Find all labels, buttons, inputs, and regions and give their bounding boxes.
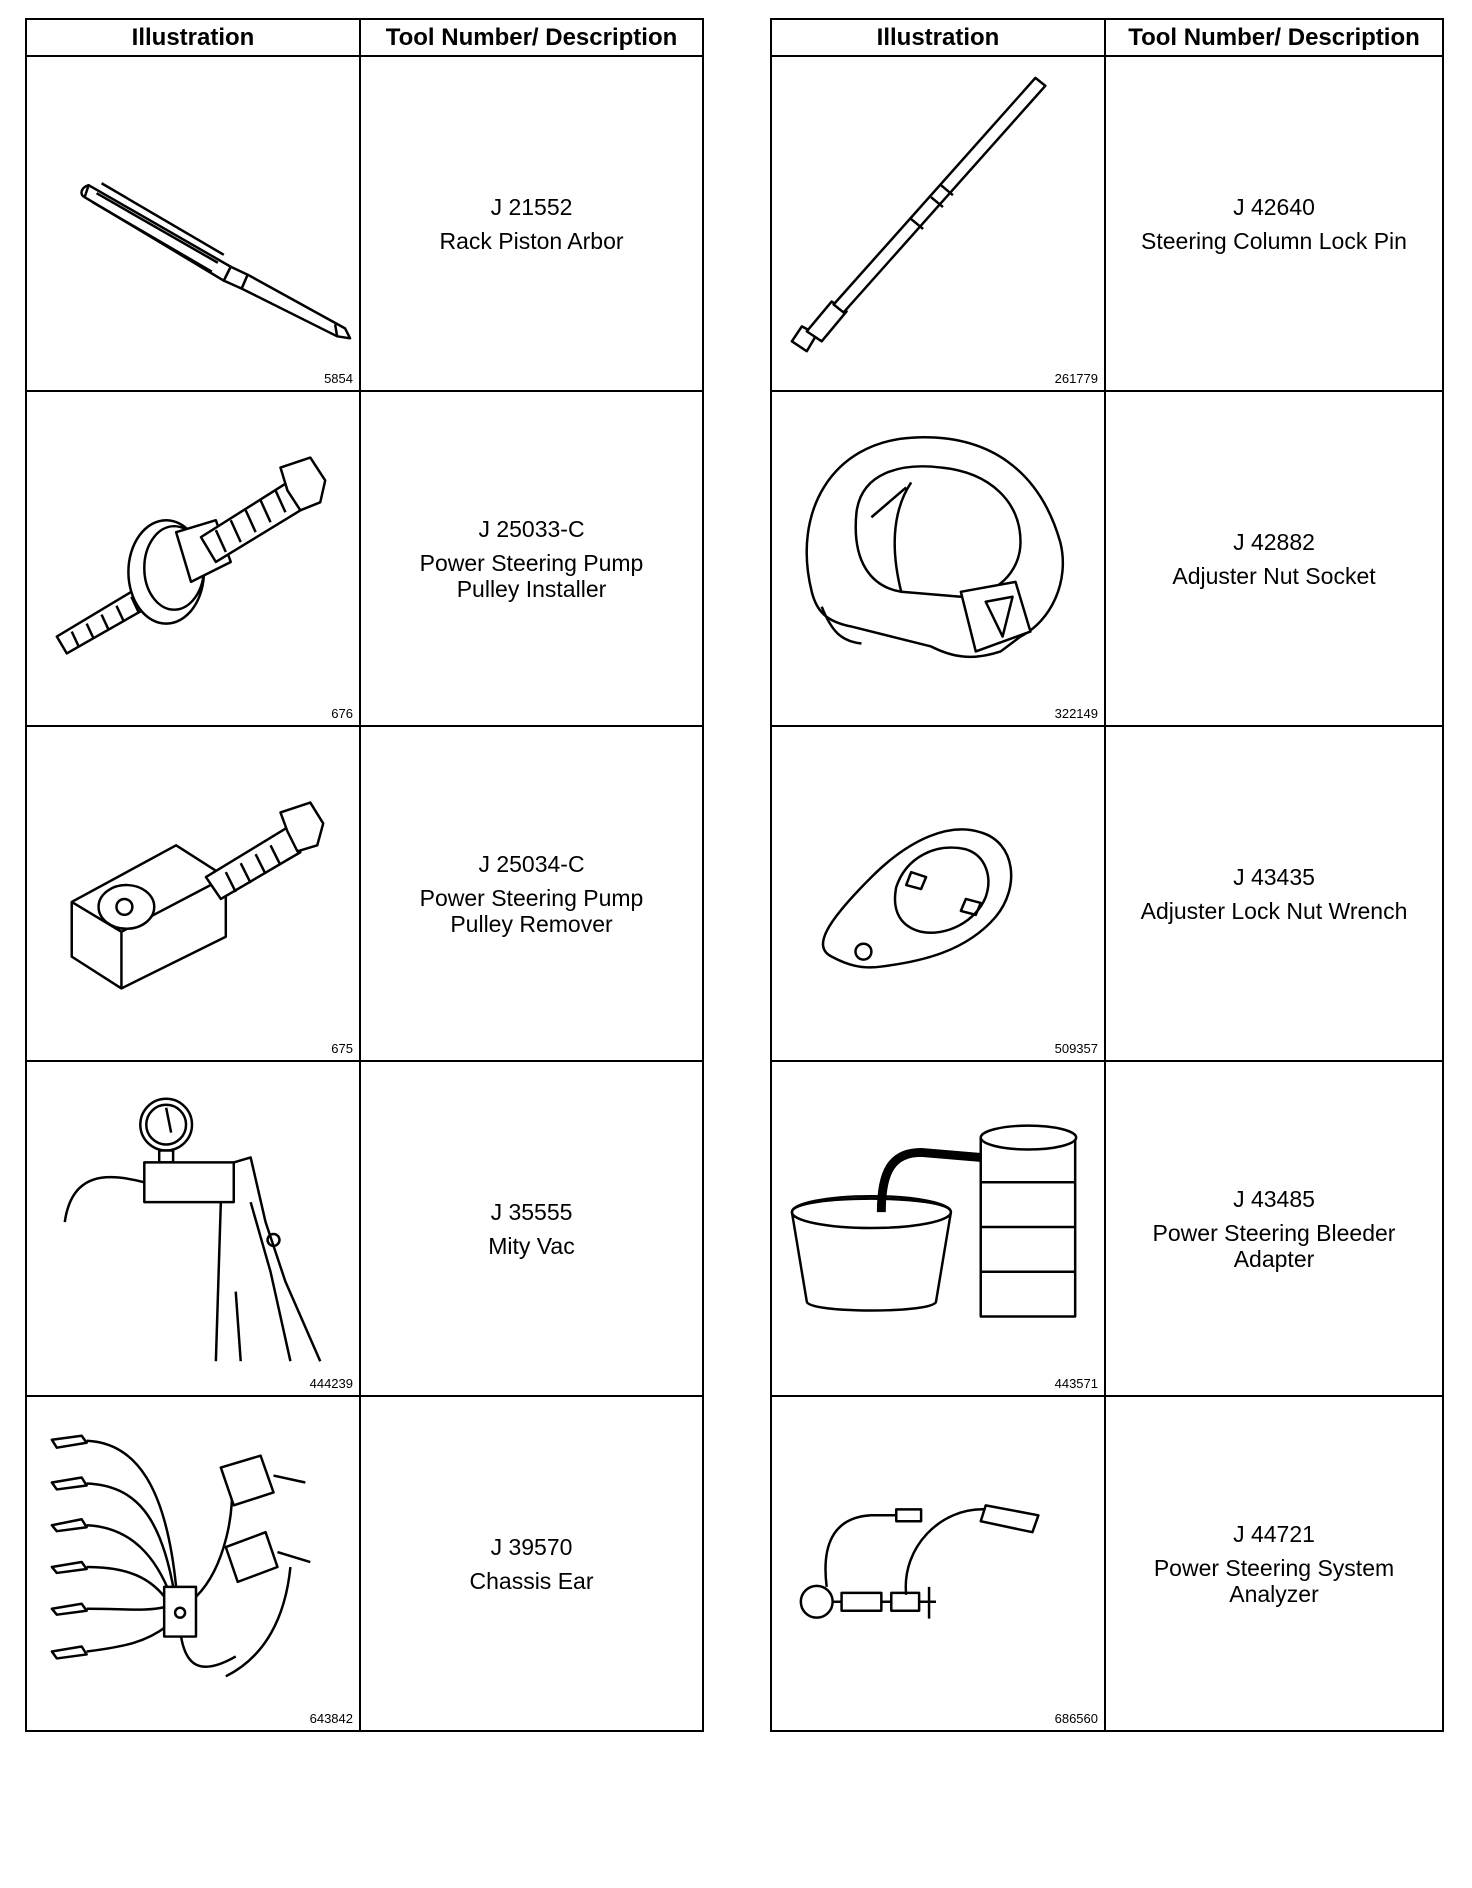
description-cell: [1105, 726, 1443, 1061]
header-tool-description: Tool Number/ Description: [1105, 19, 1443, 56]
illustration-cell: [26, 1061, 360, 1396]
pulley-remover-icon: [27, 727, 359, 1060]
table-row: [26, 726, 703, 1061]
description-cell: [1105, 56, 1443, 391]
pulley-installer-icon: [27, 392, 359, 725]
lock-pin-icon: [772, 57, 1104, 390]
table-row: [771, 56, 1443, 391]
illustration-cell: [26, 1396, 360, 1731]
table-row: [26, 56, 703, 391]
tool-number: J 25033-C: [478, 515, 585, 542]
description-cell: [360, 1061, 703, 1396]
illustration-cell: [771, 391, 1105, 726]
tool-table-right: [770, 18, 1444, 1732]
figure-number: 322149: [1054, 706, 1098, 721]
table-header-row: [26, 19, 703, 56]
description-cell: [360, 391, 703, 726]
table-row: [771, 391, 1443, 726]
tool-description: Adjuster Nut Socket: [1172, 562, 1376, 589]
header-illustration: Illustration: [26, 19, 360, 56]
figure-number: 686560: [1054, 1711, 1098, 1726]
lock-nut-wrench-icon: [772, 727, 1104, 1060]
tool-description: Rack Piston Arbor: [439, 227, 624, 254]
tool-number: J 25034-C: [478, 850, 585, 877]
nut-socket-icon: [772, 392, 1104, 725]
tool-description: Mity Vac: [488, 1232, 575, 1259]
description-cell: [360, 1396, 703, 1731]
table-row: [771, 1396, 1443, 1731]
illustration-cell: [771, 56, 1105, 391]
description-cell: [360, 56, 703, 391]
header-tool-description: Tool Number/ Description: [360, 19, 703, 56]
illustration-cell: [771, 726, 1105, 1061]
tool-number: J 43485: [1233, 1185, 1315, 1212]
table-row: [26, 391, 703, 726]
illustration-cell: [771, 1396, 1105, 1731]
description-cell: [1105, 1396, 1443, 1731]
bleeder-adapter-icon: [772, 1062, 1104, 1395]
illustration-cell: [771, 1061, 1105, 1396]
tool-description: Power Steering Pump Pulley Installer: [419, 549, 644, 602]
table-row: [26, 1061, 703, 1396]
tool-table-left: [25, 18, 704, 1732]
description-cell: [360, 726, 703, 1061]
tool-description: Power Steering Bleeder Adapter: [1152, 1219, 1396, 1272]
vacuum-pump-icon: [27, 1062, 359, 1395]
table-row: [771, 1061, 1443, 1396]
tool-description: Power Steering Pump Pulley Remover: [419, 884, 644, 937]
chassis-ear-icon: [27, 1397, 359, 1730]
tool-number: J 42640: [1233, 193, 1315, 220]
figure-number: 643842: [309, 1711, 353, 1726]
illustration-cell: [26, 56, 360, 391]
tool-description: Chassis Ear: [469, 1567, 594, 1594]
tool-description: Steering Column Lock Pin: [1141, 227, 1407, 254]
illustration-cell: [26, 391, 360, 726]
figure-number: 509357: [1054, 1041, 1098, 1056]
table-header-row: [771, 19, 1443, 56]
header-illustration: Illustration: [771, 19, 1105, 56]
arbor-icon: [27, 57, 359, 390]
tool-description: Adjuster Lock Nut Wrench: [1140, 897, 1408, 924]
illustration-cell: [26, 726, 360, 1061]
tool-number: J 43435: [1233, 863, 1315, 890]
figure-number: 261779: [1054, 371, 1098, 386]
tool-description: Power Steering System Analyzer: [1153, 1554, 1395, 1607]
table-row: [26, 1396, 703, 1731]
tool-number: J 42882: [1233, 528, 1315, 555]
tool-number: J 39570: [490, 1533, 573, 1560]
tool-number: J 21552: [490, 193, 573, 220]
table-row: [771, 726, 1443, 1061]
tool-number: J 44721: [1233, 1520, 1315, 1547]
figure-number: 444239: [309, 1376, 353, 1391]
description-cell: [1105, 1061, 1443, 1396]
description-cell: [1105, 391, 1443, 726]
system-analyzer-icon: [772, 1397, 1104, 1730]
figure-number: 676: [331, 706, 353, 721]
figure-number: 443571: [1054, 1376, 1098, 1391]
figure-number: 675: [331, 1041, 353, 1056]
tool-number: J 35555: [490, 1198, 573, 1225]
figure-number: 5854: [324, 371, 353, 386]
